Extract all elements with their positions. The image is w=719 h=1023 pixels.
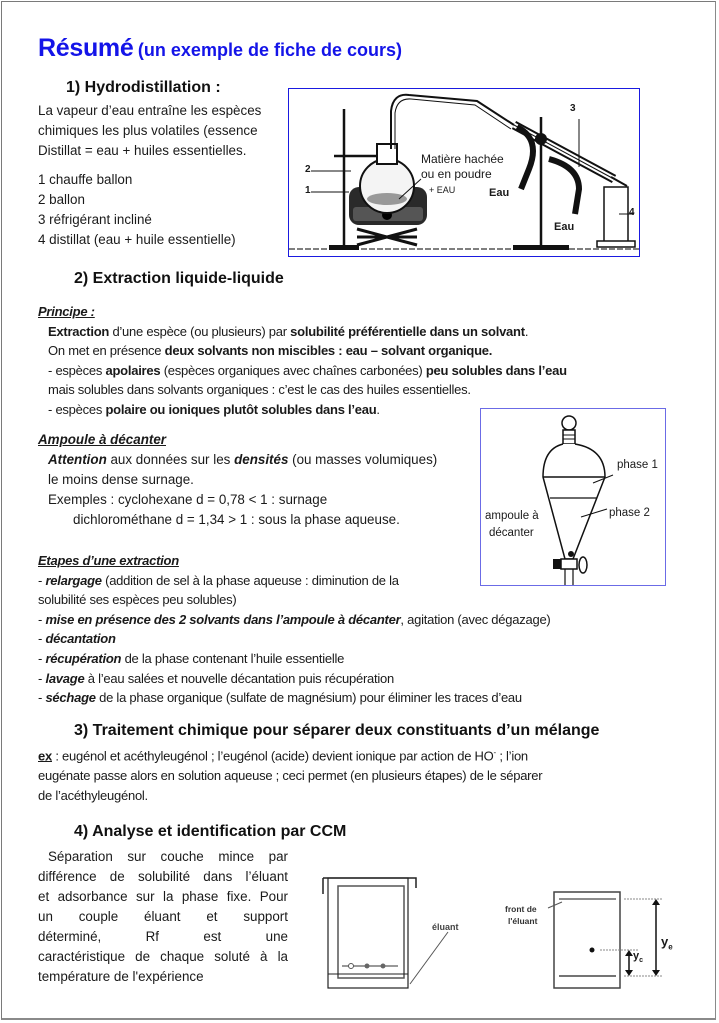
phase1-label: phase 1 bbox=[617, 459, 658, 471]
front-eluant-label-line2: l'éluant bbox=[508, 916, 538, 926]
legend-item: 3 réfrigérant incliné bbox=[38, 212, 152, 227]
section1-paragraph bbox=[38, 101, 280, 161]
step-item: - séchage de la phase organique (sulfate de magnésium) pour éliminer les traces d’eau bbox=[38, 690, 522, 706]
etapes-block bbox=[38, 551, 551, 708]
text-line: Séparation sur couche mince par bbox=[48, 849, 288, 864]
ampoule-label: Ampoule à décanter bbox=[38, 432, 166, 447]
title-main: Résumé bbox=[38, 34, 134, 62]
ampoule-block bbox=[38, 430, 437, 530]
text-line: - espèces polaire ou ioniques plutôt solubles dans l’eau. bbox=[48, 401, 380, 417]
step-item-continuation: solubilité ses espèces peu solubles) bbox=[38, 592, 237, 608]
matiere-label-line1: Matière hachée bbox=[421, 152, 504, 166]
text-line: un couple éluant et support bbox=[38, 909, 288, 924]
eau-label-bottom: Eau bbox=[554, 221, 575, 233]
hydrodistillation-figure bbox=[288, 88, 640, 257]
text-line: Distillat = eau + huiles essentielles. bbox=[38, 143, 247, 158]
text-line: déterminé, Rf est une bbox=[38, 929, 288, 944]
principe-block bbox=[38, 302, 567, 420]
ye-label: $y_e$ bbox=[661, 934, 673, 952]
text-line: eugénate passe alors en solution aqueuse ; ceci permet (en plusieurs étapes) de le séparer bbox=[38, 767, 543, 783]
text-line: Exemples : cyclohexane d = 0,78 < 1 : surnage bbox=[48, 492, 328, 507]
figure-label-1: 1 bbox=[305, 185, 311, 196]
section1-legend bbox=[38, 170, 236, 250]
figure-label-4: 4 bbox=[629, 207, 635, 218]
title-subtitle: (un exemple de fiche de cours) bbox=[137, 40, 402, 60]
page-title bbox=[38, 34, 402, 63]
document-page bbox=[1, 1, 716, 1020]
text-line: La vapeur d’eau entraîne les espèces bbox=[38, 103, 262, 118]
step-item: - décantation bbox=[38, 631, 116, 647]
legend-item: 2 ballon bbox=[38, 192, 85, 207]
eau-label-top: Eau bbox=[489, 187, 510, 199]
ccm-tank-figure bbox=[320, 872, 490, 990]
plus-eau-label: + EAU bbox=[429, 185, 456, 195]
matiere-label-line2: ou en poudre bbox=[421, 167, 492, 181]
text-line: différence de solubilité dans l’éluant bbox=[38, 869, 288, 884]
eluant-label: éluant bbox=[432, 922, 459, 932]
legend-item: 1 chauffe ballon bbox=[38, 172, 133, 187]
yc-label: $y_c$ bbox=[633, 950, 644, 965]
figure-label-2: 2 bbox=[305, 164, 311, 175]
section3-block bbox=[38, 743, 542, 805]
front-eluant-label-line1: front de bbox=[505, 904, 537, 914]
section4-paragraph bbox=[38, 847, 288, 987]
text-line: température de l'expérience bbox=[38, 969, 204, 984]
ccm-plate-figure bbox=[502, 890, 692, 990]
ampoule-name-line1: ampoule à bbox=[485, 510, 539, 522]
text-line: mais solubles dans solvants organiques : c’est le cas des huiles essentielles. bbox=[48, 382, 471, 398]
step-item: - relargage (addition de sel à la phase aqueuse : diminution de la bbox=[38, 572, 399, 588]
text-line: Extraction d’une espèce (ou plusieurs) par solubilité préférentielle dans un solvant. bbox=[48, 323, 529, 339]
step-item: - lavage à l’eau salées et nouvelle décantation puis récupération bbox=[38, 670, 394, 686]
text-line: caractéristique de chaque soluté à la bbox=[38, 949, 288, 964]
principe-label: Principe : bbox=[38, 304, 95, 319]
etapes-label: Etapes d’une extraction bbox=[38, 553, 179, 568]
section1-heading: 1) Hydrodistillation : bbox=[66, 79, 221, 96]
section3-heading: 3) Traitement chimique pour séparer deux constituants d’un mélange bbox=[74, 722, 600, 739]
ccm-tank-icon bbox=[320, 872, 490, 990]
ampoule-name-line2: décanter bbox=[489, 527, 534, 539]
text-line: et adsorbance sur la phase fixe. Pour bbox=[38, 889, 288, 904]
section4-heading: 4) Analyse et identification par CCM bbox=[74, 823, 347, 840]
text-line: On met en présence deux solvants non miscibles : eau – solvant organique. bbox=[48, 343, 493, 359]
legend-item: 4 distillat (eau + huile essentielle) bbox=[38, 232, 236, 247]
phase2-label: phase 2 bbox=[609, 507, 650, 519]
text-line: dichlorométhane d = 1,34 > 1 : sous la phase aqueuse. bbox=[73, 512, 400, 527]
text-line: - espèces apolaires (espèces organiques avec chaînes carbonées) peu solubles dans l’eau bbox=[48, 362, 567, 378]
text-line: Attention aux données sur les densités (ou masses volumiques) bbox=[48, 452, 438, 467]
step-item: - récupération de la phase contenant l’huile essentielle bbox=[38, 650, 345, 666]
text-line: de l’acéthyleugénol. bbox=[38, 787, 148, 803]
text-line: ex : eugénol et acéthyleugénol ; l’eugénol (acide) devient ionique par action de HO- ; l’ion bbox=[38, 748, 528, 764]
text-line: chimiques les plus volatiles (essence bbox=[38, 123, 258, 138]
text-line: le moins dense surnage. bbox=[48, 472, 194, 487]
figure-label-3: 3 bbox=[570, 103, 576, 114]
step-item: - mise en présence des 2 solvants dans l’ampoule à décanter, agitation (avec dégazage) bbox=[38, 611, 551, 627]
section2-heading: 2) Extraction liquide-liquide bbox=[74, 270, 284, 287]
